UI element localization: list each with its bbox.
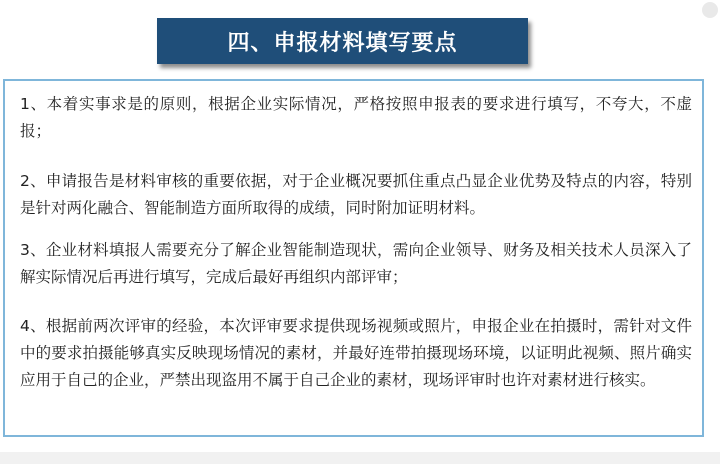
paragraph-3: 3、企业材料填报人需要充分了解企业智能制造现状，需向企业领导、财务及相关技术人员深入了解实际情况后再进行填写，完成后最好再组织内部评审； — [20, 241, 692, 286]
paragraph-1: 1、本着实事求是的原则，根据企业实际情况，严格按照申报表的要求进行填写，不夸大，不虚报； — [20, 95, 692, 140]
bottom-strip — [0, 452, 720, 464]
section-title: 四、申报材料填写要点 — [227, 30, 458, 56]
corner-decoration — [702, 2, 718, 18]
section-title-banner — [157, 18, 528, 64]
paragraph-2: 2、申请报告是材料审核的重要依据，对于企业概况要抓住重点凸显企业优势及特点的内容，特别是针对两化融合、智能制造方面所取得的成绩，同时附加证明材料。 — [20, 172, 692, 217]
content-box — [3, 79, 704, 437]
paragraph-4: 4、根据前两次评审的经验，本次评审要求提供现场视频或照片，申报企业在拍摄时，需针对文件中的要求拍摄能够真实反映现场情况的素材，并最好连带拍摄现场环境，以证明此视频、照片确实应用于自己的企业，严禁出现盗用不属于自己企业的素材，现场评审时也许对素材进行核实。 — [20, 317, 692, 389]
